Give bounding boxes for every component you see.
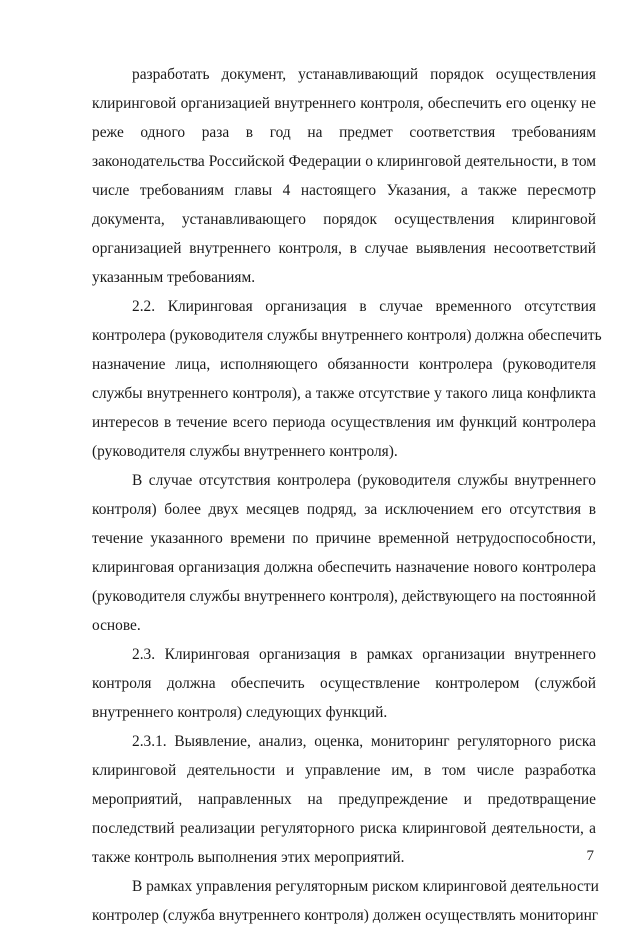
text-line: течение указанного времени по причине временной нетрудоспособности, [92, 530, 596, 547]
text-line: контроля должна обеспечить осуществление контролером (службой [92, 675, 596, 692]
text-line: числе требованиям главы 4 настоящего Указания, а также пересмотр [92, 182, 596, 199]
text-line: реже одного раза в год на предмет соответствия требованиям [92, 124, 596, 141]
text-line: 2.2. Клиринговая организация в случае временного отсутствия [132, 298, 596, 315]
text-line: документа, устанавливающего порядок осуществления клиринговой [92, 211, 596, 228]
text-line: также контроль выполнения этих мероприятий. [92, 849, 405, 866]
paragraph [92, 640, 596, 727]
text-line: В случае отсутствия контролера (руководителя службы внутреннего [132, 472, 596, 489]
paragraph [92, 872, 599, 930]
text-line: интересов в течение всего периода осуществления им функций контролера [92, 414, 596, 431]
text-line: последствий реализации регуляторного риска клиринговой деятельности, а [92, 820, 596, 837]
text-line: (руководителя службы внутреннего контроля), действующего на постоянной [92, 588, 596, 605]
text-line: законодательства Российской Федерации о клиринговой деятельности, в том [92, 153, 596, 170]
text-line: 2.3. Клиринговая организация в рамках организации внутреннего [132, 646, 596, 663]
document-body [92, 60, 602, 930]
paragraph [92, 466, 596, 640]
text-line: назначение лица, исполняющего обязанности контролера (руководителя [92, 356, 596, 373]
page-number: 7 [586, 848, 594, 864]
text-line: клиринговой организацией внутреннего контроля, обеспечить его оценку не [92, 95, 596, 112]
text-line: контролер (служба внутреннего контроля) должен осуществлять мониторинг [92, 907, 599, 924]
text-line: указанным требованиям. [92, 269, 256, 286]
text-line: 2.3.1. Выявление, анализ, оценка, мониторинг регуляторного риска [132, 733, 596, 750]
text-line: клиринговая организация должна обеспечить назначение нового контролера [92, 559, 596, 576]
text-line: контролера (руководителя службы внутреннего контроля) должна обеспечить [92, 327, 602, 344]
text-line: контроля) более двух месяцев подряд, за исключением его отсутствия в [92, 501, 596, 518]
paragraph [92, 727, 596, 872]
text-line: мероприятий, направленных на предупреждение и предотвращение [92, 791, 596, 808]
paragraph [92, 60, 596, 292]
text-line: разработать документ, устанавливающий порядок осуществления [132, 66, 596, 83]
text-line: организацией внутреннего контроля, в случае выявления несоответствий [92, 240, 596, 257]
text-line: основе. [92, 617, 141, 634]
paragraph [92, 292, 602, 466]
text-line: В рамках управления регуляторным риском клиринговой деятельности [132, 878, 599, 895]
text-line: клиринговой деятельности и управление им, в том числе разработка [92, 762, 596, 779]
text-line: внутреннего контроля) следующих функций. [92, 704, 388, 721]
text-line: (руководителя службы внутреннего контроля). [92, 443, 398, 460]
text-line: службы внутреннего контроля), а также отсутствие у такого лица конфликта [92, 385, 596, 402]
